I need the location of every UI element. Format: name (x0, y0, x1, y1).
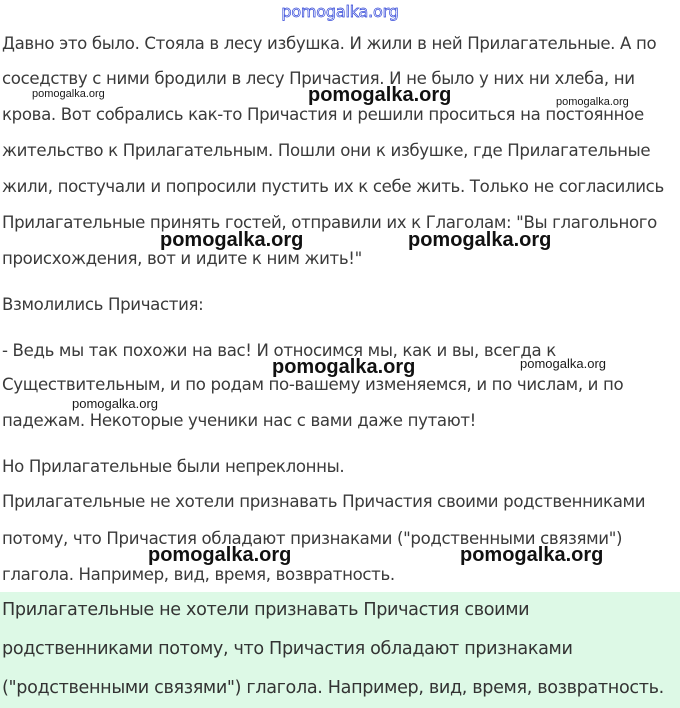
watermark: pomogalka.org (556, 96, 629, 108)
watermark: pomogalka.org (72, 396, 158, 411)
story-line: жили, постучали и попросили пустить их к себе жить. Только не согласились (2, 177, 664, 196)
story-line: Давно это было. Стояла в лесу избушка. И жили в ней Прилагательные. А по (2, 34, 657, 53)
story-line: Прилагательные принять гостей, отправили их к Глаголам: "Вы глагольного (2, 213, 657, 232)
answer-line: родственниками потому, что Причастия обладают признаками (2, 639, 573, 659)
watermark: pomogalka.org (520, 356, 606, 371)
story-line: - Ведь мы так похожи на вас! И относимся мы, как и вы, всегда к (2, 341, 556, 360)
watermark: pomogalka.org (32, 88, 105, 100)
story-line: Взмолились Причастия: (2, 295, 204, 314)
story-line: крова. Вот собрались как-то Причастия и решили проситься на постоянное (2, 105, 644, 124)
answer-box (0, 592, 680, 708)
story-line: Существительным, и по родам по-вашему изменяемся, и по числам, и по (2, 375, 624, 394)
watermark: pomogalka.org (160, 229, 304, 251)
story-line: жительство к Прилагательным. Пошли они к избушке, где Прилагательные (2, 141, 651, 160)
answer-line: ("родственными связями") глагола. Например, вид, время, возвратность. (2, 678, 664, 698)
watermark: pomogalka.org (308, 84, 452, 106)
story-line: потому, что Причастия обладают признаками ("родственными связями") (2, 529, 623, 548)
header-watermark: pomogalka.org (281, 2, 399, 21)
answer-line: Прилагательные не хотели признавать Причастия своими (2, 600, 530, 620)
watermark: pomogalka.org (408, 229, 552, 251)
story-line: Но Прилагательные были непреклонны. (2, 457, 345, 476)
story-line: глагола. Например, вид, время, возвратность. (2, 565, 395, 584)
watermark: pomogalka.org (460, 544, 604, 566)
watermark: pomogalka.org (272, 356, 416, 378)
story-line: соседству с ними бродили в лесу Причастия. И не было у них ни хлеба, ни (2, 69, 635, 88)
story-line: Прилагательные не хотели признавать Причастия своими родственниками (2, 492, 646, 511)
story-line: падежам. Некоторые ученики нас с вами даже путают! (2, 411, 476, 430)
watermark: pomogalka.org (148, 544, 292, 566)
story-line: происхождения, вот и идите к ним жить!" (2, 249, 362, 268)
